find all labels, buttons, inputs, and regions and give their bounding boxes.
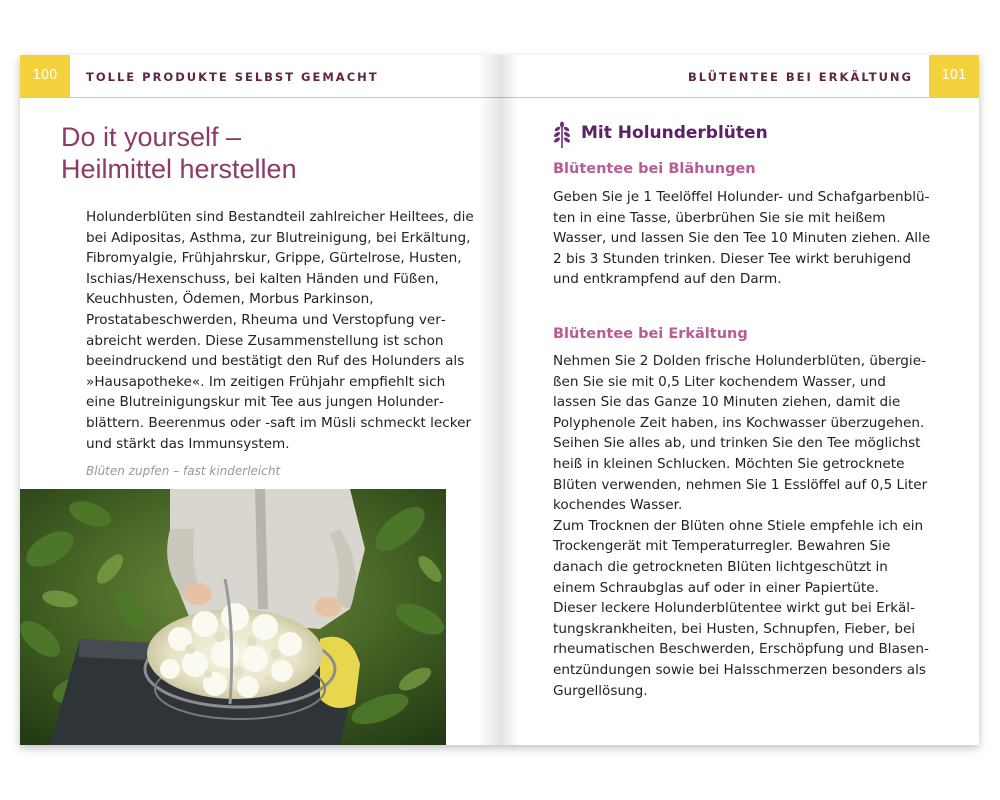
chapter-title [61,121,297,185]
page-number-left: 100 [20,55,70,97]
recipe-erkaeltung-paragraph-2: Zum Trocknen der Blüten ohne Stiele empfehle ich ein Trockengerät mit Temperaturregler. Bewahren Sie danach die getrockneten Blüten lichtgeschützt in einem Schraubglas auf oder in einer Papiertüte. [553,517,924,596]
recipe-erkaeltung-paragraph-3: Dieser leckere Holunderblütentee wirkt gut bei Erkältungskrankheiten, bei Husten, Schnupfen, Fieber, bei rheumatischen Beschwerden, Erschöpfung und Blasenentzündungen sowie bei Halsschmerzen besonders als Gurgellösung. [553,600,929,699]
intro-paragraph: Holunderblüten sind Bestandteil zahlreicher Heiltees, die bei Adipositas, Asthma, zur Blutreinigung, bei Erkältung, Fibromyalgie, Frühjahrskur, Grippe, Gürtelrose, Husten, Ischias/Hexenschuss, bei kalten Händen und Füßen, Keuchhusten, Ödemen, Morbus Parkinson, Prostatabeschwerden, Rheuma und Verstopfung verabreicht werden. Diese Zusammenstellung ist schon beeindruckend und bestätigt den Ruf des Holunders als »Hausapotheke«. Im zeitigen Frühjahr empfiehlt sich eine Blutreinigungskur mit Tee aus jungen Holunderblättern. Beerenmus oder -saft im Müsli schmeckt lecker und stärkt das Immunsystem. [86,209,474,452]
chapter-title-line1: Do it yourself – [61,122,242,152]
left-page-header [20,55,500,98]
gutter-shadow-left [478,55,500,745]
running-head-right: BLÜTENTEE BEI ERKÄLTUNG [687,70,913,84]
recipe-heading-erkaeltung: Blütentee bei Erkältung [553,326,748,342]
gutter-shadow-right [500,55,518,745]
elderflower-photo [20,489,446,745]
running-head-left: TOLLE PRODUKTE SELBST GEMACHT [86,70,379,84]
page-number-right: 101 [929,55,979,97]
recipe-text-erkaeltung [553,351,933,701]
recipe-erkaeltung-paragraph-1: Nehmen Sie 2 Dolden frische Holunderblüten, übergießen Sie sie mit 0,5 Liter kochendem Wasser, und lassen Sie das Ganze 10 Minuten ziehen, damit die Polyphenole Zeit haben, ins Kochwasser überzugehen. Seihen Sie alles ab, und trinken Sie den Tee möglichst heiß in kleinen Schlucken. Möchten Sie getrocknete Blüten verwenden, nehmen Sie 1 Esslöffel auf 0,5 Liter kochendes Wasser. [553,353,928,514]
photo-caption: Blüten zupfen – fast kinderleicht [86,464,281,478]
book-spread [20,55,979,745]
herb-sprig-icon [551,121,573,149]
right-page-header [500,55,979,98]
left-page [20,55,500,745]
right-page [500,55,979,745]
recipe-heading-blaehungen: Blütentee bei Blähungen [553,161,756,177]
recipe-text-blaehungen: Geben Sie je 1 Teelöffel Holunder- und Schafgarbenblüten in eine Tasse, überbrühen Sie sie mit heißem Wasser, und lassen Sie den Tee 10 Minuten ziehen. Alle 2 bis 3 Stunden trinken. Dieser Tee wirkt beruhigend und entkrampfend auf den Darm. [553,189,931,288]
chapter-title-line2: Heilmittel herstellen [61,154,297,184]
section-title: Mit Holunderblüten [581,123,768,143]
